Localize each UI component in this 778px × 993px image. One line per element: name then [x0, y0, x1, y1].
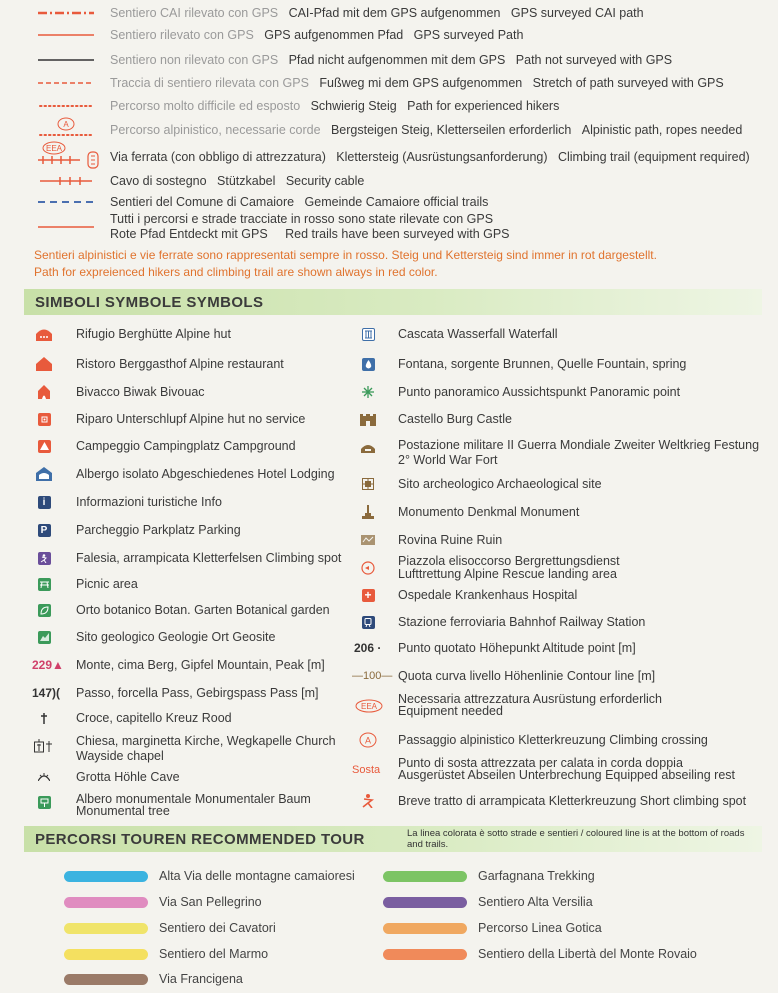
fountain-icon: [358, 354, 378, 374]
red-gps-line-icon: [38, 222, 94, 232]
trail-row: [0, 2, 778, 24]
tours-header-note: La linea colorata è sotto strade e sentieri / coloured line is at the bottom of roads and trails.: [407, 828, 745, 850]
trail-de: Schwierig Steig: [310, 99, 397, 113]
ferrata-badge-text: EEA: [45, 144, 63, 153]
tour-name: Sentiero Alta Versilia: [478, 895, 593, 909]
equipment-badge-text: EEA: [360, 702, 378, 711]
trail-it: Percorso alpinistico, necessarie corde: [110, 123, 321, 137]
symbol-label: Cascata Wasserfall Waterfall: [398, 326, 558, 341]
non-gps-line-icon: [38, 55, 94, 65]
info-icon: [34, 492, 54, 512]
symbol-label: Albergo isolato Abgeschiedenes Hotel Lodging: [76, 466, 335, 481]
tour-name: Garfagnana Trekking: [478, 869, 595, 883]
symbol-label: Rovina Ruine Ruin: [398, 532, 503, 547]
dashed-red-line-icon: [38, 78, 94, 88]
trail-row: [0, 72, 778, 94]
trail-de: Klettersteig (Ausrüstungsanforderung): [336, 150, 548, 164]
alpine-crossing-badge-text: A: [364, 735, 372, 746]
trail-de: GPS aufgenommen Pfad: [264, 28, 404, 42]
symbol-label: Grotta Höhle Cave: [76, 769, 180, 784]
gps-note-en: Red trails have been surveyed with GPS: [285, 227, 510, 241]
station-icon: [358, 612, 378, 632]
symbol-label: Informazioni turistiche Info: [76, 494, 222, 509]
tour-color-bar: [64, 923, 148, 934]
rest-icon: Sosta: [352, 764, 381, 776]
camaiore-line-icon: [38, 197, 94, 207]
symbol-label: Breve tratto di arrampicata Kletterkreuzung Short climbing spot: [398, 793, 747, 808]
gps-note-de: Rote Pfad Entdeckt mit GPS: [110, 227, 268, 241]
trail-en: Security cable: [285, 174, 365, 188]
trail-it: Cavo di sostegno: [110, 174, 207, 188]
tour-name: Via San Pellegrino: [159, 895, 262, 909]
tour-color-bar: [64, 949, 148, 960]
symbol-label: Passo, forcella Pass, Gebirgspass Pass [m]: [76, 685, 319, 700]
tour-name: Via Francigena: [159, 972, 243, 986]
trail-it: Sentiero non rilevato con GPS: [110, 53, 279, 67]
symbol-label: Piazzola elisoccorso Bergrettungsdienst: [398, 554, 620, 568]
archaeology-icon: [358, 474, 378, 494]
shelter-icon: [34, 409, 54, 429]
trail-de: Stützkabel: [217, 174, 276, 188]
symbol-label-2: Wayside chapel: [76, 749, 164, 763]
symbol-label: Parcheggio Parkplatz Parking: [76, 522, 241, 537]
symbol-label: Picnic area: [76, 576, 138, 591]
symbol-label: Riparo Unterschlupf Alpine hut no service: [76, 411, 306, 426]
peak-icon: 229▲: [32, 658, 64, 672]
trail-it: Sentiero rilevato con GPS: [110, 28, 254, 42]
symbol-label: Castello Burg Castle: [398, 411, 512, 426]
symbol-label: Postazione militare II Guerra Mondiale Zweiter Weltkrieg Festung: [398, 438, 760, 452]
symbol-label: Rifugio Berghütte Alpine hut: [76, 326, 231, 341]
trail-en: Path for experienced hikers: [407, 99, 560, 113]
trail-row: [0, 170, 778, 192]
symbol-label-2: Lufttrettung Alpine Rescue landing area: [398, 567, 617, 581]
cai-gps-line-icon: [38, 8, 94, 18]
trail-en: Climbing trail (equipment required): [557, 150, 750, 164]
symbol-label: Sito archeologico Archaeological site: [398, 476, 602, 491]
symbol-label: Monumento Denkmal Monument: [398, 504, 580, 519]
symbol-label: Orto botanico Botan. Garten Botanical garden: [76, 602, 330, 617]
short-climb-icon: [358, 791, 378, 811]
symbol-label: Punto quotato Höhepunkt Altitude point [m]: [398, 640, 636, 655]
trail-de: CAI-Pfad mit dem GPS aufgenommen: [288, 6, 501, 20]
geosite-icon: [34, 627, 54, 647]
symbol-label: Quota curva livello Höhenlinie Contour line [m]: [398, 668, 656, 683]
symbol-label: Campeggio Campingplatz Campground: [76, 438, 296, 453]
equipment-icon: [354, 696, 384, 716]
campground-icon: [34, 436, 54, 456]
ferrata-line-icon: [34, 140, 106, 172]
symbols-header: [24, 289, 762, 315]
symbol-label: Chiesa, marginetta Kirche, Wegkapelle Church: [76, 734, 336, 748]
symbol-label: Monte, cima Berg, Gipfel Mountain, Peak [m]: [76, 657, 325, 672]
trail-row: [0, 140, 778, 172]
climbing-icon: [34, 548, 54, 568]
symbol-label: Stazione ferroviaria Bahnhof Railway Station: [398, 614, 646, 629]
symbol-label: Ristoro Berggasthof Alpine restaurant: [76, 356, 284, 371]
gps-note-line1: Tutti i percorsi e strade tracciate in rosso sono state rilevate con GPS: [110, 212, 494, 226]
trail-de: Bergsteigen Steig, Kletterseilen erforderlich: [330, 123, 572, 137]
tour-color-bar: [383, 897, 467, 908]
trail-it: Via ferrata (con obbligo di attrezzatura): [110, 150, 326, 164]
altitude-icon: 206 ·: [354, 641, 382, 655]
symbol-label: Fontana, sorgente Brunnen, Quelle Fountain, spring: [398, 356, 687, 371]
symbol-label-2: Equipment needed: [398, 704, 503, 718]
red-note-line1: Sentieri alpinistici e vie ferrate sono rappresentati sempre in rosso. Steig und Kettersteig sind immer in rot dargestellt.: [34, 248, 657, 262]
symbol-label: Punto panoramico Aussichtspunkt Panoramic point: [398, 384, 681, 399]
bivouac-icon: [34, 382, 54, 402]
monument-icon: [358, 502, 378, 522]
trail-en: Stretch of path surveyed with GPS: [532, 76, 724, 90]
tour-color-bar: [383, 949, 467, 960]
trail-it: Percorso molto difficile ed esposto: [110, 99, 301, 113]
red-note-line2: Path for expreienced hikers and climbing trail are shown always in red color.: [34, 265, 438, 279]
symbol-label-2: Monumental tree: [76, 804, 170, 818]
symbol-label: Falesia, arrampicata Kletterfelsen Climbing spot: [76, 550, 342, 565]
symbols-header-title: SIMBOLI SYMBOLE SYMBOLS: [35, 293, 264, 311]
symbol-label: Ospedale Krankenhaus Hospital: [398, 587, 578, 602]
restaurant-icon: [34, 354, 54, 374]
trail-row: [0, 211, 778, 243]
trail-it: Sentiero CAI rilevato con GPS: [110, 6, 279, 20]
pass-icon: 147)(: [32, 686, 61, 700]
tour-name: Alta Via delle montagne camaioresi: [159, 869, 355, 883]
cable-line-icon: [38, 176, 94, 186]
trail-row: [0, 24, 778, 46]
fort-icon: [358, 438, 378, 458]
symbol-label: Bivacco Biwak Bivouac: [76, 384, 205, 399]
dotted-red-line-icon: [38, 101, 94, 111]
trail-de: Fußweg mi dem GPS aufgenommen: [319, 76, 523, 90]
trail-de: Pfad nicht aufgenommen mit dem GPS: [288, 53, 506, 67]
castle-icon: [358, 409, 378, 429]
cave-icon: [34, 767, 54, 787]
viewpoint-icon: [358, 382, 378, 402]
trail-de: Gemeinde Camaiore official trails: [304, 195, 489, 209]
cross-icon: [34, 708, 54, 728]
trail-row: [0, 95, 778, 117]
alpine-crossing-icon: [356, 730, 380, 750]
trail-it: Traccia di sentiero rilevata con GPS: [110, 76, 309, 90]
tour-name: Percorso Linea Gotica: [478, 921, 602, 935]
symbol-label: Sito geologico Geologie Ort Geosite: [76, 629, 276, 644]
tour-color-bar: [64, 974, 148, 985]
tour-color-bar: [64, 871, 148, 882]
tour-color-bar: [64, 897, 148, 908]
symbol-label: Croce, capitello Kreuz Rood: [76, 710, 232, 725]
contour-icon: —100—: [352, 670, 393, 682]
trail-row: [0, 191, 778, 213]
parking-badge-text: P: [38, 524, 51, 537]
trail-en: Path not surveyed with GPS: [515, 53, 673, 67]
tour-color-bar: [383, 923, 467, 934]
hut-icon: [34, 324, 54, 344]
tree-icon: [34, 792, 54, 812]
symbol-label-2: 2° World War Fort: [398, 453, 498, 467]
helipad-icon: [358, 558, 378, 578]
tour-name: Sentiero del Marmo: [159, 947, 269, 961]
trail-en: GPS surveyed Path: [413, 28, 524, 42]
parking-icon: [34, 520, 54, 540]
chapel-icon: [34, 736, 54, 756]
tour-color-bar: [383, 871, 467, 882]
symbol-label: Punto di sosta attrezzata per calata in corda doppia: [398, 756, 683, 770]
alpine-badge-text: A: [63, 120, 69, 129]
picnic-icon: [34, 574, 54, 594]
hospital-icon: +: [358, 585, 378, 605]
waterfall-icon: [358, 324, 378, 344]
trail-it: Sentieri del Comune di Camaiore: [110, 195, 295, 209]
tours-header: [24, 826, 762, 852]
trail-row: [0, 49, 778, 71]
symbol-label: Passaggio alpinistico Kletterkreuzung Climbing crossing: [398, 732, 708, 747]
botanical-icon: [34, 600, 54, 620]
symbol-label: Necessaria attrezzatura Ausrüstung erforderlich: [398, 692, 663, 706]
trail-en: GPS surveyed CAI path: [510, 6, 644, 20]
gps-line-icon: [38, 30, 94, 40]
ruin-icon: [358, 530, 378, 550]
info-badge-text: i: [38, 496, 51, 509]
symbol-label-2: Ausgerüstet Abseilen Unterbrechung Equipped abseiling rest: [398, 768, 736, 782]
tour-name: Sentiero dei Cavatori: [159, 921, 276, 935]
tour-name: Sentiero della Libertà del Monte Rovaio: [478, 947, 697, 961]
trail-en: Alpinistic path, ropes needed: [581, 123, 743, 137]
symbol-label: Albero monumentale Monumentaler Baum: [76, 792, 311, 806]
tours-header-title: PERCORSI TOUREN RECOMMENDED TOUR: [35, 830, 365, 848]
hotel-icon: [34, 464, 54, 484]
